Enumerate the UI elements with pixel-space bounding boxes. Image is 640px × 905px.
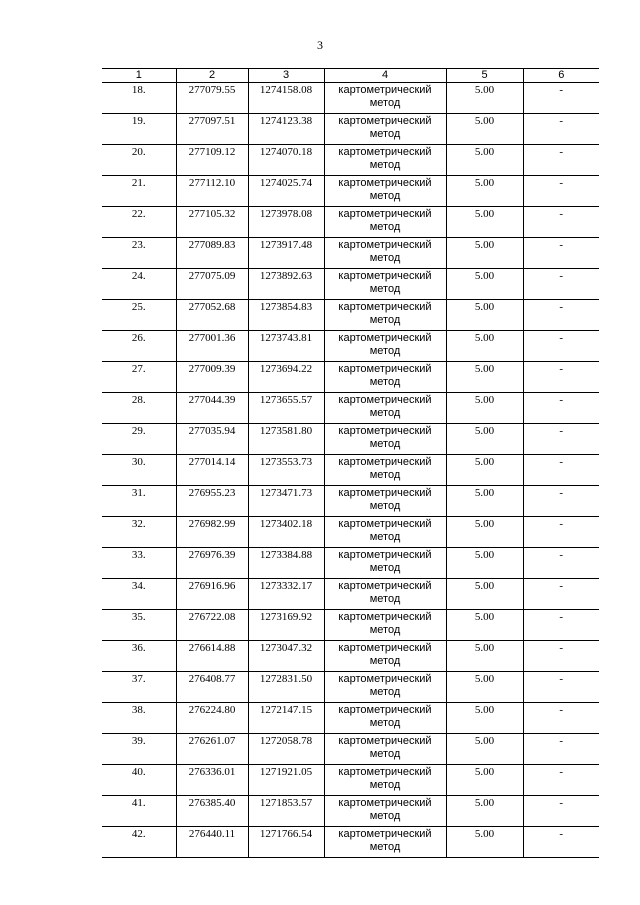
y-coordinate-cell: 1273332.17: [248, 579, 324, 610]
method-line-2: метод: [369, 159, 401, 171]
method-cell: [324, 114, 446, 145]
x-coordinate-cell: 276224.80: [176, 703, 248, 734]
table-row: [102, 579, 599, 610]
point-number-cell: 27.: [102, 362, 176, 393]
method-cell: [324, 83, 446, 114]
column-header-3: 3: [248, 69, 324, 83]
method-cell: [324, 424, 446, 455]
note-cell: -: [523, 362, 599, 393]
method-cell: [324, 796, 446, 827]
table-row: [102, 83, 599, 114]
method-line-1: картометрический: [338, 549, 432, 561]
note-cell: -: [523, 455, 599, 486]
method-line-2: метод: [369, 345, 401, 357]
method-line-1: картометрический: [338, 363, 432, 375]
table-row: [102, 703, 599, 734]
method-cell: [324, 486, 446, 517]
method-cell: [324, 641, 446, 672]
accuracy-cell: 5.00: [446, 548, 523, 579]
point-number-cell: 28.: [102, 393, 176, 424]
accuracy-cell: 5.00: [446, 641, 523, 672]
method-line-2: метод: [369, 376, 401, 388]
note-cell: -: [523, 734, 599, 765]
method-cell: [324, 238, 446, 269]
note-cell: -: [523, 300, 599, 331]
x-coordinate-cell: 276408.77: [176, 672, 248, 703]
method-cell: [324, 207, 446, 238]
accuracy-cell: 5.00: [446, 176, 523, 207]
method-cell: [324, 393, 446, 424]
y-coordinate-cell: 1273553.73: [248, 455, 324, 486]
x-coordinate-cell: 276982.99: [176, 517, 248, 548]
table-row: [102, 517, 599, 548]
method-line-2: метод: [369, 438, 401, 450]
method-line-2: метод: [369, 686, 401, 698]
table-row: [102, 362, 599, 393]
note-cell: -: [523, 765, 599, 796]
accuracy-cell: 5.00: [446, 331, 523, 362]
accuracy-cell: 5.00: [446, 672, 523, 703]
point-number-cell: 36.: [102, 641, 176, 672]
method-cell: [324, 548, 446, 579]
note-cell: -: [523, 176, 599, 207]
point-number-cell: 21.: [102, 176, 176, 207]
table-row: [102, 641, 599, 672]
table-row: [102, 207, 599, 238]
method-cell: [324, 362, 446, 393]
y-coordinate-cell: 1273384.88: [248, 548, 324, 579]
table-row: [102, 269, 599, 300]
method-cell: [324, 517, 446, 548]
table-row: [102, 145, 599, 176]
method-line-2: метод: [369, 531, 401, 543]
y-coordinate-cell: 1271921.05: [248, 765, 324, 796]
method-line-1: картометрический: [338, 797, 432, 809]
y-coordinate-cell: 1273892.63: [248, 269, 324, 300]
note-cell: -: [523, 424, 599, 455]
method-line-1: картометрический: [338, 332, 432, 344]
method-cell: [324, 145, 446, 176]
note-cell: -: [523, 548, 599, 579]
accuracy-cell: 5.00: [446, 362, 523, 393]
y-coordinate-cell: 1271766.54: [248, 827, 324, 858]
note-cell: -: [523, 331, 599, 362]
table-row: [102, 486, 599, 517]
method-cell: [324, 765, 446, 796]
x-coordinate-cell: 277014.14: [176, 455, 248, 486]
x-coordinate-cell: 277075.09: [176, 269, 248, 300]
accuracy-cell: 5.00: [446, 393, 523, 424]
y-coordinate-cell: 1274123.38: [248, 114, 324, 145]
accuracy-cell: 5.00: [446, 114, 523, 145]
method-line-1: картометрический: [338, 611, 432, 623]
method-line-1: картометрический: [338, 270, 432, 282]
table-row: [102, 238, 599, 269]
table-row: [102, 765, 599, 796]
method-line-1: картометрический: [338, 487, 432, 499]
point-number-cell: 33.: [102, 548, 176, 579]
point-number-cell: 42.: [102, 827, 176, 858]
table-row: [102, 424, 599, 455]
point-number-cell: 25.: [102, 300, 176, 331]
method-line-2: метод: [369, 748, 401, 760]
y-coordinate-cell: 1273402.18: [248, 517, 324, 548]
method-line-1: картометрический: [338, 394, 432, 406]
table-row: [102, 176, 599, 207]
accuracy-cell: 5.00: [446, 517, 523, 548]
y-coordinate-cell: 1274070.18: [248, 145, 324, 176]
point-number-cell: 29.: [102, 424, 176, 455]
page-number: 3: [317, 38, 323, 52]
point-number-cell: 31.: [102, 486, 176, 517]
note-cell: -: [523, 145, 599, 176]
table-row: [102, 548, 599, 579]
method-line-2: метод: [369, 562, 401, 574]
method-line-1: картометрический: [338, 84, 432, 96]
x-coordinate-cell: 276916.96: [176, 579, 248, 610]
accuracy-cell: 5.00: [446, 579, 523, 610]
note-cell: -: [523, 703, 599, 734]
note-cell: -: [523, 393, 599, 424]
y-coordinate-cell: 1273581.80: [248, 424, 324, 455]
x-coordinate-cell: 277105.32: [176, 207, 248, 238]
note-cell: -: [523, 114, 599, 145]
x-coordinate-cell: 276336.01: [176, 765, 248, 796]
method-cell: [324, 176, 446, 207]
method-line-2: метод: [369, 283, 401, 295]
accuracy-cell: 5.00: [446, 796, 523, 827]
method-line-2: метод: [369, 717, 401, 729]
note-cell: -: [523, 672, 599, 703]
method-cell: [324, 703, 446, 734]
x-coordinate-cell: 276385.40: [176, 796, 248, 827]
accuracy-cell: 5.00: [446, 703, 523, 734]
accuracy-cell: 5.00: [446, 734, 523, 765]
point-number-cell: 39.: [102, 734, 176, 765]
method-line-2: метод: [369, 314, 401, 326]
method-line-2: метод: [369, 841, 401, 853]
method-line-2: метод: [369, 624, 401, 636]
method-line-2: метод: [369, 500, 401, 512]
method-line-2: метод: [369, 97, 401, 109]
coordinates-table: [102, 68, 599, 858]
table-row: [102, 455, 599, 486]
method-line-1: картометрический: [338, 580, 432, 592]
note-cell: -: [523, 238, 599, 269]
x-coordinate-cell: 277044.39: [176, 393, 248, 424]
point-number-cell: 22.: [102, 207, 176, 238]
accuracy-cell: 5.00: [446, 827, 523, 858]
point-number-cell: 41.: [102, 796, 176, 827]
y-coordinate-cell: 1274158.08: [248, 83, 324, 114]
y-coordinate-cell: 1273694.22: [248, 362, 324, 393]
table-row: [102, 827, 599, 858]
method-cell: [324, 269, 446, 300]
method-line-1: картометрический: [338, 146, 432, 158]
y-coordinate-cell: 1273471.73: [248, 486, 324, 517]
x-coordinate-cell: 276261.07: [176, 734, 248, 765]
accuracy-cell: 5.00: [446, 300, 523, 331]
x-coordinate-cell: 277109.12: [176, 145, 248, 176]
method-line-1: картометрический: [338, 704, 432, 716]
method-line-1: картометрический: [338, 642, 432, 654]
y-coordinate-cell: 1273743.81: [248, 331, 324, 362]
method-line-1: картометрический: [338, 766, 432, 778]
method-line-1: картометрический: [338, 673, 432, 685]
y-coordinate-cell: 1273978.08: [248, 207, 324, 238]
method-line-2: метод: [369, 810, 401, 822]
point-number-cell: 35.: [102, 610, 176, 641]
x-coordinate-cell: 277009.39: [176, 362, 248, 393]
x-coordinate-cell: 276440.11: [176, 827, 248, 858]
table-row: [102, 672, 599, 703]
table-row: [102, 734, 599, 765]
x-coordinate-cell: 277089.83: [176, 238, 248, 269]
point-number-cell: 19.: [102, 114, 176, 145]
method-line-2: метод: [369, 779, 401, 791]
y-coordinate-cell: 1273917.48: [248, 238, 324, 269]
method-line-1: картометрический: [338, 239, 432, 251]
method-line-2: метод: [369, 655, 401, 667]
y-coordinate-cell: 1272147.15: [248, 703, 324, 734]
y-coordinate-cell: 1273854.83: [248, 300, 324, 331]
point-number-cell: 40.: [102, 765, 176, 796]
method-line-2: метод: [369, 252, 401, 264]
method-line-1: картометрический: [338, 518, 432, 530]
x-coordinate-cell: 277035.94: [176, 424, 248, 455]
x-coordinate-cell: 277112.10: [176, 176, 248, 207]
point-number-cell: 37.: [102, 672, 176, 703]
method-line-1: картометрический: [338, 301, 432, 313]
column-header-5: 5: [446, 69, 523, 83]
method-cell: [324, 610, 446, 641]
column-header-4: 4: [324, 69, 446, 83]
x-coordinate-cell: 276614.88: [176, 641, 248, 672]
method-line-2: метод: [369, 128, 401, 140]
point-number-cell: 18.: [102, 83, 176, 114]
column-header-6: 6: [523, 69, 599, 83]
method-line-1: картометрический: [338, 456, 432, 468]
method-cell: [324, 579, 446, 610]
method-line-1: картометрический: [338, 425, 432, 437]
y-coordinate-cell: 1274025.74: [248, 176, 324, 207]
note-cell: -: [523, 207, 599, 238]
accuracy-cell: 5.00: [446, 424, 523, 455]
method-line-1: картометрический: [338, 735, 432, 747]
method-cell: [324, 734, 446, 765]
x-coordinate-cell: 276976.39: [176, 548, 248, 579]
note-cell: -: [523, 486, 599, 517]
point-number-cell: 24.: [102, 269, 176, 300]
method-line-2: метод: [369, 221, 401, 233]
y-coordinate-cell: 1273655.57: [248, 393, 324, 424]
y-coordinate-cell: 1272831.50: [248, 672, 324, 703]
accuracy-cell: 5.00: [446, 269, 523, 300]
point-number-cell: 26.: [102, 331, 176, 362]
y-coordinate-cell: 1273047.32: [248, 641, 324, 672]
method-line-2: метод: [369, 407, 401, 419]
point-number-cell: 34.: [102, 579, 176, 610]
accuracy-cell: 5.00: [446, 238, 523, 269]
accuracy-cell: 5.00: [446, 486, 523, 517]
accuracy-cell: 5.00: [446, 207, 523, 238]
method-cell: [324, 331, 446, 362]
x-coordinate-cell: 277079.55: [176, 83, 248, 114]
point-number-cell: 23.: [102, 238, 176, 269]
table-row: [102, 393, 599, 424]
method-line-1: картометрический: [338, 208, 432, 220]
accuracy-cell: 5.00: [446, 765, 523, 796]
point-number-cell: 32.: [102, 517, 176, 548]
accuracy-cell: 5.00: [446, 83, 523, 114]
method-line-2: метод: [369, 593, 401, 605]
method-cell: [324, 300, 446, 331]
column-header-2: 2: [176, 69, 248, 83]
note-cell: -: [523, 269, 599, 300]
column-header-1: 1: [102, 69, 176, 83]
table-row: [102, 300, 599, 331]
method-cell: [324, 827, 446, 858]
method-line-2: метод: [369, 190, 401, 202]
table-row: [102, 331, 599, 362]
table-row: [102, 610, 599, 641]
y-coordinate-cell: 1271853.57: [248, 796, 324, 827]
y-coordinate-cell: 1273169.92: [248, 610, 324, 641]
note-cell: -: [523, 83, 599, 114]
x-coordinate-cell: 277097.51: [176, 114, 248, 145]
method-line-1: картометрический: [338, 177, 432, 189]
method-cell: [324, 455, 446, 486]
note-cell: -: [523, 610, 599, 641]
method-line-1: картометрический: [338, 828, 432, 840]
accuracy-cell: 5.00: [446, 455, 523, 486]
method-line-2: метод: [369, 469, 401, 481]
note-cell: -: [523, 579, 599, 610]
table-row: [102, 796, 599, 827]
point-number-cell: 30.: [102, 455, 176, 486]
x-coordinate-cell: 276955.23: [176, 486, 248, 517]
note-cell: -: [523, 517, 599, 548]
note-cell: -: [523, 827, 599, 858]
note-cell: -: [523, 641, 599, 672]
table-row: [102, 114, 599, 145]
x-coordinate-cell: 276722.08: [176, 610, 248, 641]
method-cell: [324, 672, 446, 703]
accuracy-cell: 5.00: [446, 610, 523, 641]
table-header-row: [102, 69, 599, 83]
point-number-cell: 20.: [102, 145, 176, 176]
x-coordinate-cell: 277052.68: [176, 300, 248, 331]
point-number-cell: 38.: [102, 703, 176, 734]
x-coordinate-cell: 277001.36: [176, 331, 248, 362]
y-coordinate-cell: 1272058.78: [248, 734, 324, 765]
note-cell: -: [523, 796, 599, 827]
method-line-1: картометрический: [338, 115, 432, 127]
accuracy-cell: 5.00: [446, 145, 523, 176]
